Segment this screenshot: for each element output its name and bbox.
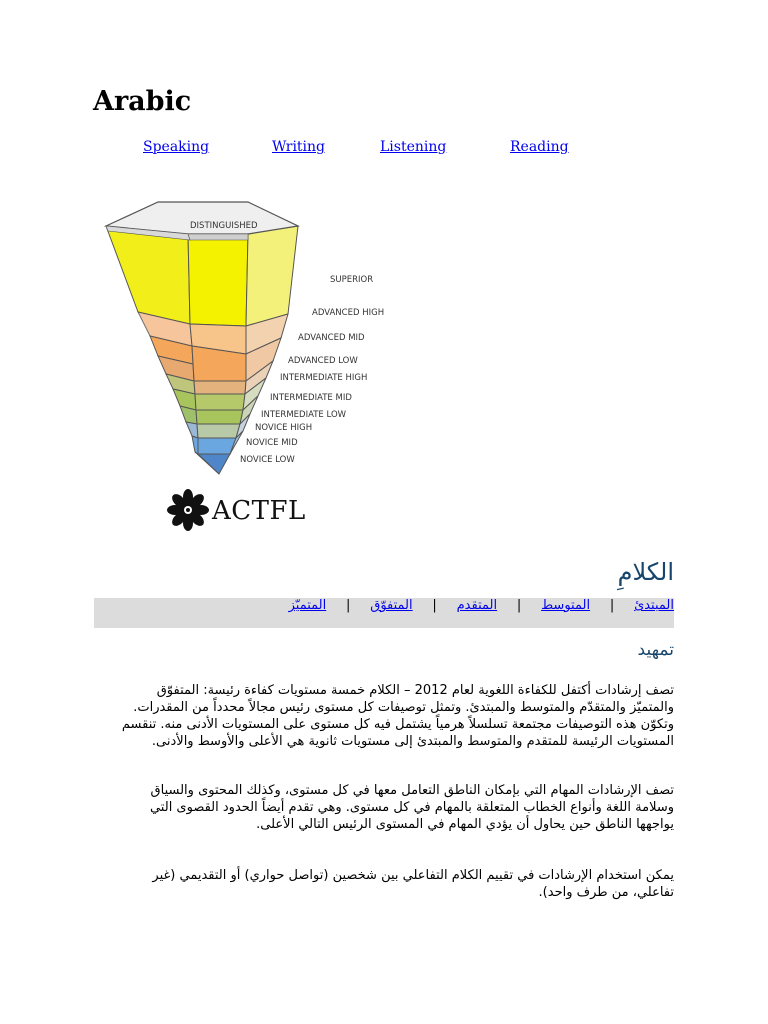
level-label: INTERMEDIATE HIGH — [280, 373, 368, 383]
intro-paragraph: تصف إرشادات أكتفل للكفاءة اللغوية لعام 2012 – الكلام خمسة مستويات كفاءة رئيسة: المتفوّق والمتميّز والمتقدّم والمتوسط والمبتدئ. وتمثل توصيفات كل مستوى رئيس مجالاً محدداً من المقدرات. وتكوّن هذه التوصيفات مجتمعة تسلسلاً هرمياً يشتمل فيه كل مستوى على المستويات الأدنى منه. تنقسم المستويات الرئيسة للمتقدم والمتوسط والمبتدئ إلى مستويات ثانوية هي الأعلى والأوسط والأدنى. — [121, 683, 674, 749]
nav-distinguished[interactable]: المتميّز — [288, 598, 327, 613]
actfl-proficiency-pyramid — [98, 196, 398, 486]
level-label: ADVANCED HIGH — [312, 308, 385, 318]
section-heading: الكلامِ — [617, 558, 674, 586]
actfl-logo — [166, 486, 326, 536]
level-nav-bar — [94, 598, 674, 628]
level-label: INTERMEDIATE LOW — [261, 410, 347, 420]
level-label: INTERMEDIATE MID — [270, 393, 352, 403]
nav-novice[interactable]: المبتدئ — [634, 598, 674, 613]
intro-heading: تمهيد — [637, 640, 674, 660]
nav-separator: | — [432, 598, 437, 613]
reading-link[interactable]: Reading — [510, 139, 569, 155]
listening-link[interactable]: Listening — [380, 139, 447, 155]
level-label: NOVICE HIGH — [255, 423, 313, 433]
level-label: SUPERIOR — [330, 275, 374, 285]
flower-emblem-icon — [166, 488, 210, 532]
level-label: ADVANCED MID — [298, 333, 365, 343]
nav-advanced[interactable]: المتقدم — [456, 598, 498, 613]
intro-paragraph: تصف الإرشادات المهام التي بإمكان الناطق التعامل معها في كل مستوى، وكذلك المحتوى والسياق وسلامة اللغة وأنواع الخطاب المتعلقة بالمهام في كل مستوى. وهي تقدم أيضاً الحدود القصوى التي يواجهها الناطق حين يحاول أن يؤدي المهام في المستوى الرئيس التالي الأعلى. — [149, 783, 674, 832]
writing-link[interactable]: Writing — [272, 139, 326, 155]
level-label: DISTINGUISHED — [190, 221, 258, 231]
nav-separator: | — [516, 598, 522, 613]
nav-superior[interactable]: المتفوّق — [370, 598, 413, 613]
level-label: ADVANCED LOW — [288, 356, 358, 366]
logo-text: ACTFL — [212, 496, 306, 526]
intro-paragraph: يمكن استخدام الإرشادات في تقييم الكلام التفاعلي بين شخصين (تواصل حواري) أو التقديمي (غير تفاعلي، من طرف واحد). — [152, 868, 674, 900]
speaking-link[interactable]: Speaking — [143, 139, 210, 155]
nav-intermediate[interactable]: المتوسط — [541, 598, 591, 613]
level-label: NOVICE MID — [246, 438, 298, 448]
page-title: Arabic — [93, 86, 192, 117]
level-label: NOVICE LOW — [240, 455, 295, 465]
nav-separator: | — [346, 598, 351, 613]
nav-separator: | — [609, 598, 615, 613]
